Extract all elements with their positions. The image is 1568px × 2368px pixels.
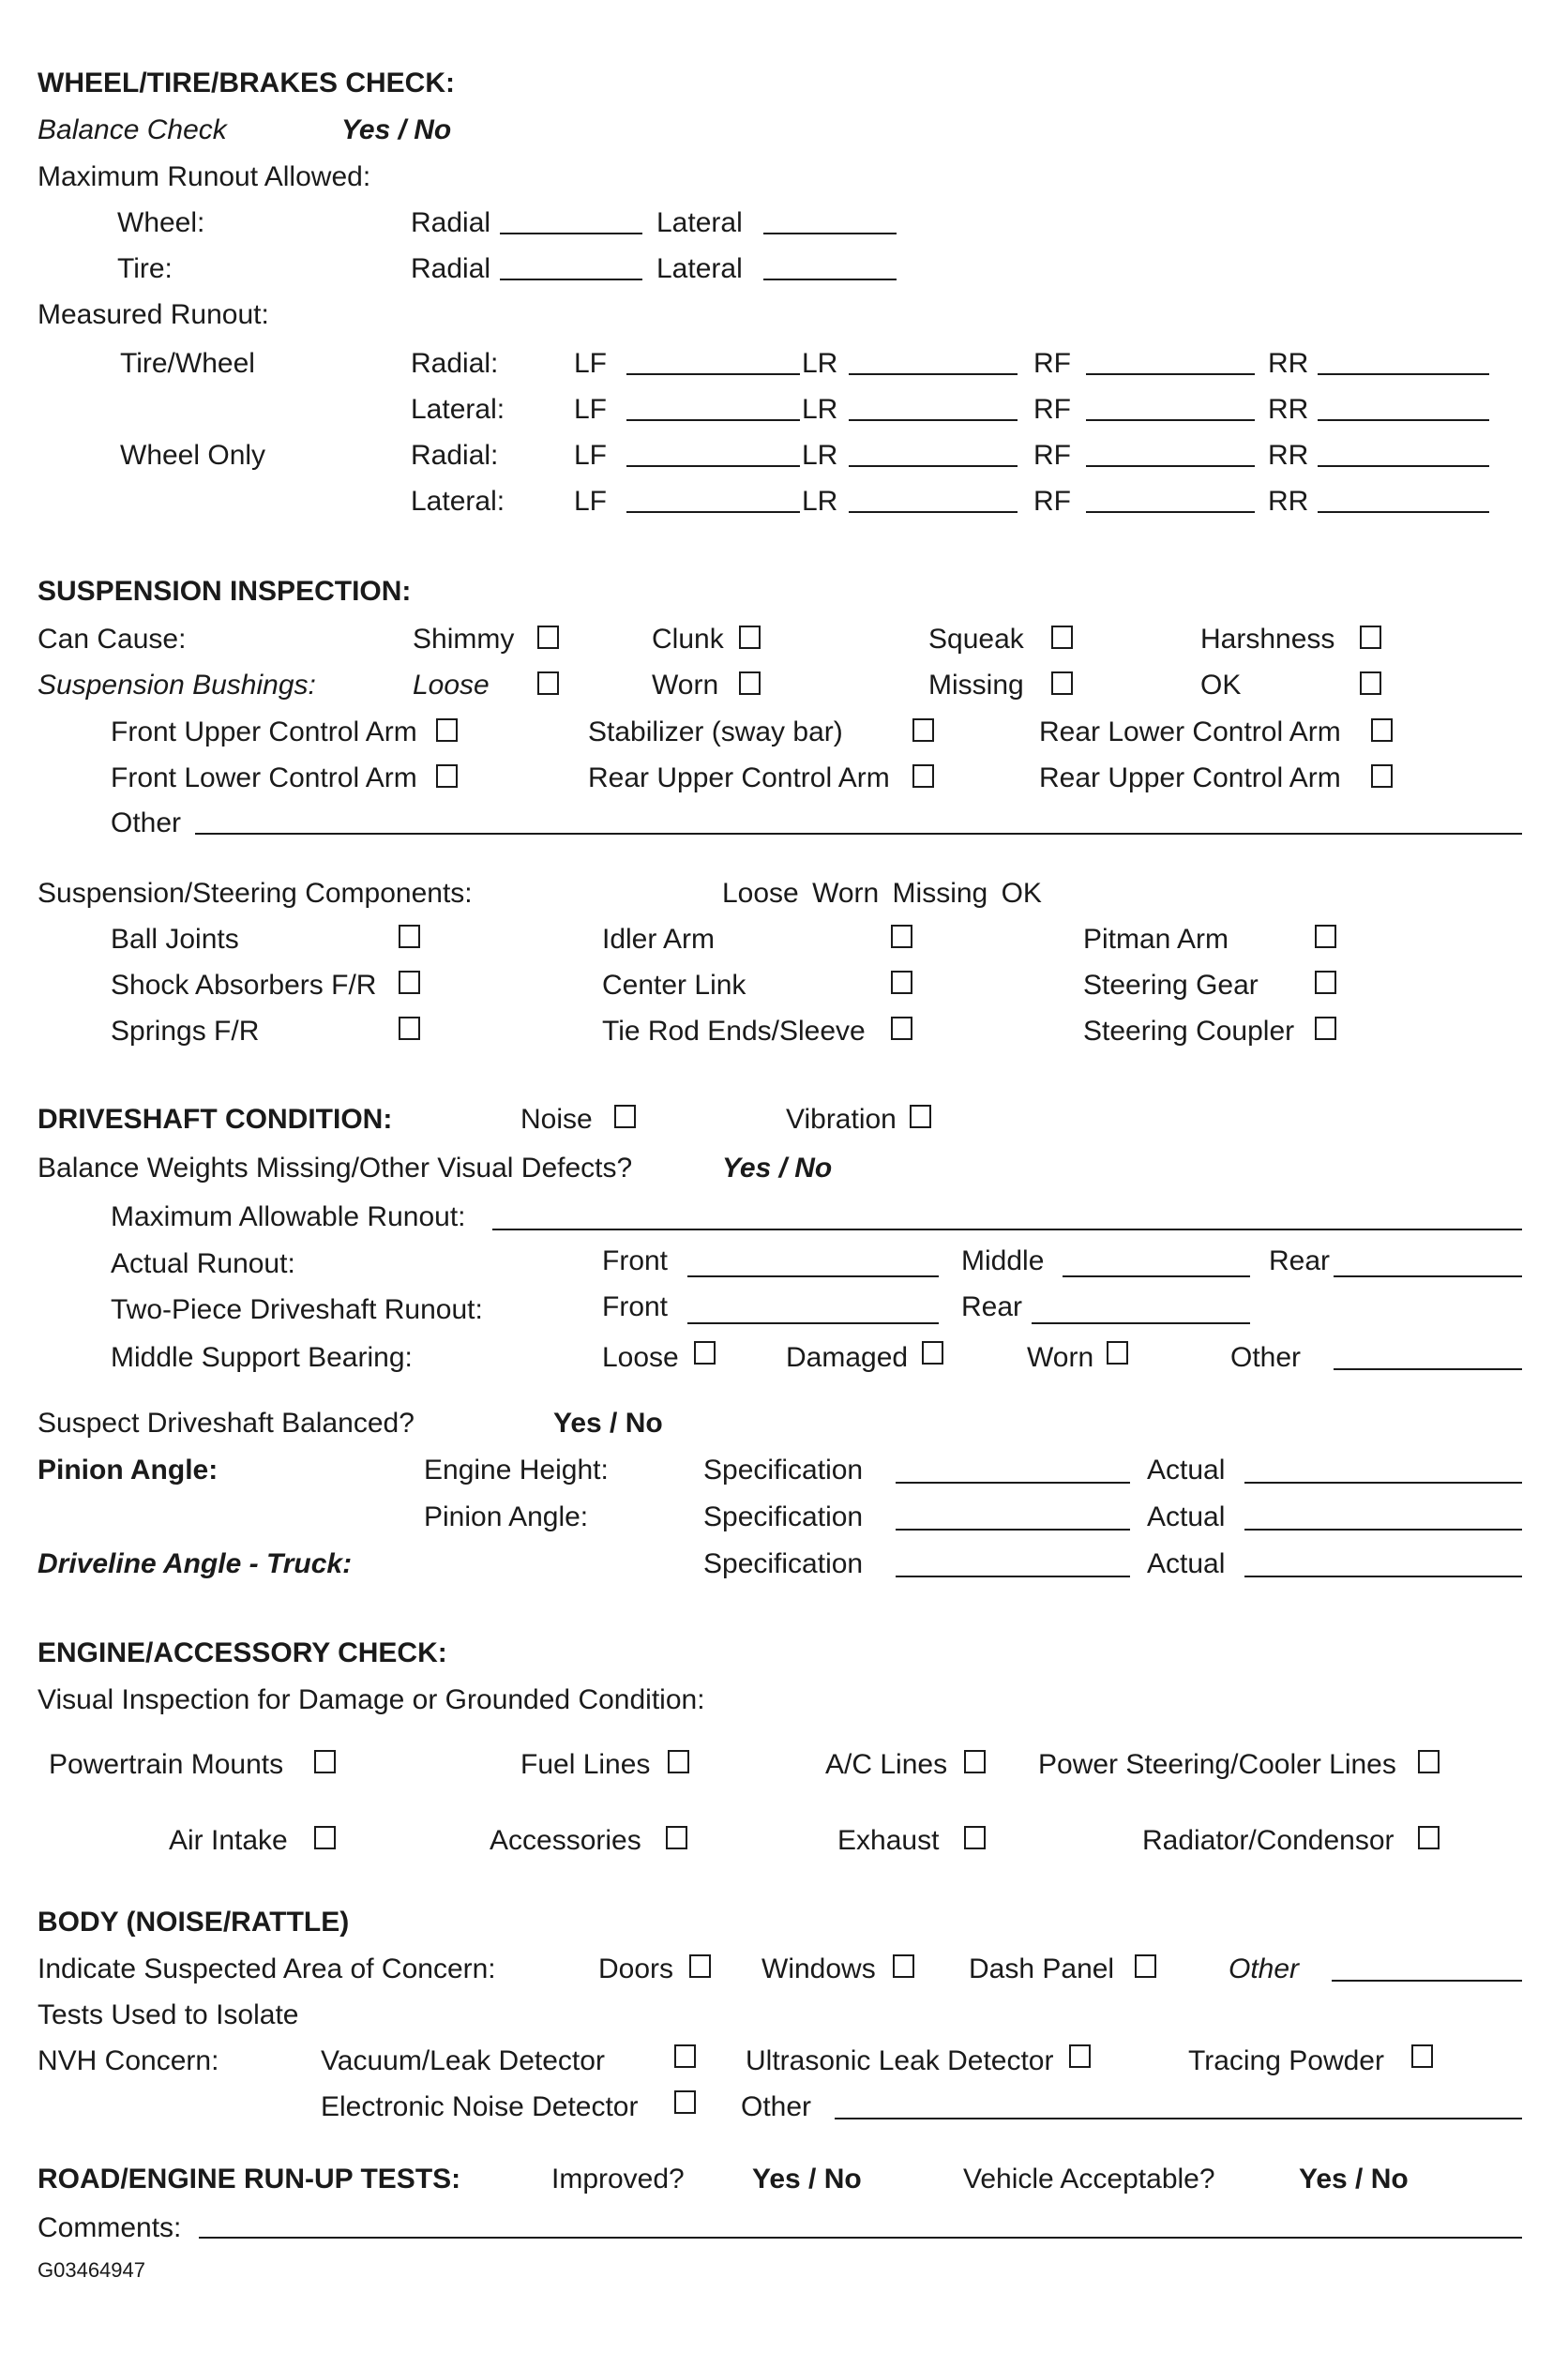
- lateral-label: Lateral: [656, 207, 743, 238]
- nvh-concern-label: NVH Concern:: [38, 2045, 219, 2076]
- rr-label: RR: [1268, 486, 1309, 517]
- rf-label: RF: [1033, 440, 1071, 471]
- rr-label: RR: [1268, 348, 1309, 379]
- lr-label: LR: [802, 440, 838, 471]
- engine-height-actual-field[interactable]: [1244, 1482, 1522, 1484]
- rf-label: RF: [1033, 348, 1071, 379]
- actual-label: Actual: [1147, 1548, 1226, 1579]
- idler-arm-checkbox[interactable]: [891, 925, 912, 948]
- radial-label: Radial:: [411, 348, 499, 379]
- wheel-radial-field[interactable]: [500, 233, 642, 234]
- nvh-other-field[interactable]: [835, 2118, 1522, 2119]
- harshness-label: Harshness: [1200, 624, 1335, 655]
- rf-field[interactable]: [1086, 511, 1255, 513]
- springs-label: Springs F/R: [111, 1016, 260, 1047]
- powertrain-mounts-label: Powertrain Mounts: [49, 1749, 284, 1780]
- measured-runout-label: Measured Runout:: [38, 299, 269, 330]
- steering-coupler-checkbox[interactable]: [1315, 1017, 1336, 1040]
- front-lower-control-arm-label: Front Lower Control Arm: [111, 762, 417, 793]
- max-allowable-runout-label: Maximum Allowable Runout:: [111, 1201, 466, 1232]
- electronic-noise-detector-label: Electronic Noise Detector: [321, 2091, 639, 2122]
- rr-field[interactable]: [1318, 373, 1489, 375]
- radial-label: Radial:: [411, 440, 499, 471]
- suspension-bushings-label: Suspension Bushings:: [38, 670, 316, 701]
- squeak-checkbox[interactable]: [1051, 626, 1073, 649]
- missing-label: Missing: [928, 670, 1024, 701]
- lateral-label: Lateral:: [411, 486, 505, 517]
- electronic-noise-detector-checkbox[interactable]: [674, 2090, 696, 2114]
- steering-gear-checkbox[interactable]: [1315, 971, 1336, 994]
- actual-runout-label: Actual Runout:: [111, 1248, 295, 1279]
- front-upper-control-arm-label: Front Upper Control Arm: [111, 716, 417, 747]
- balance-check-yes-no[interactable]: Yes / No: [341, 114, 452, 145]
- section-heading-road: ROAD/ENGINE RUN-UP TESTS:: [38, 2164, 461, 2195]
- ball-joints-label: Ball Joints: [111, 924, 239, 955]
- doors-label: Doors: [598, 1953, 674, 1984]
- damaged-label: Damaged: [786, 1342, 909, 1373]
- rear-upper-control-arm-label: Rear Upper Control Arm: [1039, 762, 1341, 793]
- lf-label: LF: [574, 394, 608, 425]
- rear-lower-control-arm-checkbox[interactable]: [1371, 718, 1393, 742]
- front-label: Front: [602, 1245, 669, 1276]
- suspension-other-field[interactable]: [195, 833, 1522, 835]
- driveline-actual-field[interactable]: [1244, 1576, 1522, 1577]
- ultrasonic-leak-detector-label: Ultrasonic Leak Detector: [746, 2045, 1054, 2076]
- section-heading-body: BODY (NOISE/RATTLE): [38, 1907, 350, 1938]
- figure-id: G03464947: [38, 2258, 145, 2282]
- ac-lines-label: A/C Lines: [825, 1749, 948, 1780]
- vehicle-acceptable-yes-no[interactable]: Yes / No: [1299, 2164, 1409, 2195]
- noise-checkbox[interactable]: [614, 1105, 636, 1128]
- middle-label: Middle: [961, 1245, 1045, 1276]
- lf-label: LF: [574, 440, 608, 471]
- other-label: Other: [111, 807, 182, 838]
- body-other-field[interactable]: [1332, 1980, 1522, 1982]
- actual-rear-field[interactable]: [1334, 1275, 1522, 1277]
- rf-label: RF: [1033, 394, 1071, 425]
- max-allowable-runout-field[interactable]: [492, 1229, 1522, 1230]
- lr-label: LR: [802, 348, 838, 379]
- squeak-label: Squeak: [928, 624, 1024, 655]
- can-cause-label: Can Cause:: [38, 624, 187, 655]
- improved-label: Improved?: [551, 2164, 685, 2195]
- ok-label: OK: [1200, 670, 1242, 701]
- vibration-checkbox[interactable]: [910, 1105, 931, 1128]
- powertrain-mounts-checkbox[interactable]: [314, 1750, 336, 1773]
- vacuum-leak-detector-checkbox[interactable]: [674, 2044, 696, 2068]
- lateral-label: Lateral: [656, 253, 743, 284]
- bearing-loose-checkbox[interactable]: [694, 1341, 716, 1365]
- engine-height-label: Engine Height:: [424, 1455, 609, 1486]
- fuel-lines-label: Fuel Lines: [520, 1749, 651, 1780]
- other-label: Other: [1229, 1953, 1300, 1984]
- rr-field[interactable]: [1318, 465, 1489, 467]
- accessories-label: Accessories: [490, 1825, 641, 1856]
- actual-middle-field[interactable]: [1063, 1275, 1250, 1277]
- actual-label: Actual: [1147, 1455, 1226, 1486]
- actual-front-field[interactable]: [687, 1275, 939, 1277]
- bushings-ok-checkbox[interactable]: [1360, 671, 1381, 695]
- front-lower-control-arm-checkbox[interactable]: [436, 764, 458, 788]
- section-heading-driveshaft: DRIVESHAFT CONDITION:: [38, 1104, 393, 1135]
- lateral-label: Lateral:: [411, 394, 505, 425]
- specification-label: Specification: [703, 1455, 864, 1486]
- lf-field[interactable]: [626, 373, 800, 375]
- bushings-loose-checkbox[interactable]: [537, 671, 559, 695]
- rr-field[interactable]: [1318, 511, 1489, 513]
- two-piece-runout-label: Two-Piece Driveshaft Runout:: [111, 1294, 483, 1325]
- clunk-label: Clunk: [652, 624, 724, 655]
- lr-field[interactable]: [849, 373, 1018, 375]
- dash-panel-label: Dash Panel: [969, 1953, 1115, 1984]
- tests-used-label: Tests Used to Isolate: [38, 1999, 299, 2030]
- rf-field[interactable]: [1086, 465, 1255, 467]
- lf-label: LF: [574, 486, 608, 517]
- pitman-arm-label: Pitman Arm: [1083, 924, 1229, 955]
- vacuum-leak-detector-label: Vacuum/Leak Detector: [321, 2045, 605, 2076]
- engine-height-spec-field[interactable]: [896, 1482, 1130, 1484]
- lr-field[interactable]: [849, 511, 1018, 513]
- shimmy-label: Shimmy: [413, 624, 515, 655]
- rear-upper-control-arm-2-checkbox[interactable]: [1371, 764, 1393, 788]
- worn-label: Worn: [652, 670, 719, 701]
- front-upper-control-arm-checkbox[interactable]: [436, 718, 458, 742]
- indicate-area-label: Indicate Suspected Area of Concern:: [38, 1953, 496, 1984]
- middle-support-bearing-label: Middle Support Bearing:: [111, 1342, 413, 1373]
- specification-label: Specification: [703, 1548, 864, 1579]
- front-label: Front: [602, 1291, 669, 1322]
- steering-columns-header: Loose Worn Missing OK: [722, 878, 1042, 909]
- wheel-lateral-field[interactable]: [763, 233, 897, 234]
- suspect-driveshaft-yes-no[interactable]: Yes / No: [553, 1408, 663, 1439]
- worn-label: Worn: [1027, 1342, 1094, 1373]
- other-label: Other: [741, 2091, 812, 2122]
- wheel-only-label: Wheel Only: [120, 440, 266, 471]
- vehicle-acceptable-label: Vehicle Acceptable?: [963, 2164, 1215, 2195]
- radiator-condensor-checkbox[interactable]: [1418, 1826, 1440, 1849]
- loose-label: Loose: [413, 670, 490, 701]
- shimmy-checkbox[interactable]: [537, 626, 559, 649]
- loose-label: Loose: [602, 1342, 679, 1373]
- windows-checkbox[interactable]: [893, 1954, 914, 1978]
- ac-lines-checkbox[interactable]: [964, 1750, 986, 1773]
- rear-upper-control-arm-label: Rear Upper Control Arm: [588, 762, 890, 793]
- tire-radial-field[interactable]: [500, 279, 642, 280]
- comments-field[interactable]: [199, 2237, 1522, 2239]
- lf-field[interactable]: [626, 511, 800, 513]
- noise-label: Noise: [520, 1104, 593, 1135]
- stabilizer-label: Stabilizer (sway bar): [588, 716, 843, 747]
- tracing-powder-label: Tracing Powder: [1188, 2045, 1384, 2076]
- accessories-checkbox[interactable]: [666, 1826, 687, 1849]
- radial-label: Radial: [411, 253, 491, 284]
- lr-field[interactable]: [849, 465, 1018, 467]
- bearing-other-field[interactable]: [1334, 1368, 1522, 1370]
- stabilizer-checkbox[interactable]: [912, 718, 934, 742]
- exhaust-label: Exhaust: [837, 1825, 940, 1856]
- pinion-angle-actual-field[interactable]: [1244, 1529, 1522, 1531]
- shock-absorbers-checkbox[interactable]: [399, 971, 420, 994]
- tire-label: Tire:: [117, 253, 173, 284]
- center-link-checkbox[interactable]: [891, 971, 912, 994]
- rr-label: RR: [1268, 394, 1309, 425]
- lf-field[interactable]: [626, 419, 800, 421]
- pinion-angle-spec-field[interactable]: [896, 1529, 1130, 1531]
- idler-arm-label: Idler Arm: [602, 924, 716, 955]
- actual-label: Actual: [1147, 1501, 1226, 1532]
- exhaust-checkbox[interactable]: [964, 1826, 986, 1849]
- air-intake-checkbox[interactable]: [314, 1826, 336, 1849]
- lf-field[interactable]: [626, 465, 800, 467]
- rr-label: RR: [1268, 440, 1309, 471]
- clunk-checkbox[interactable]: [739, 626, 761, 649]
- driveline-angle-heading: Driveline Angle - Truck:: [38, 1548, 353, 1579]
- harshness-checkbox[interactable]: [1360, 626, 1381, 649]
- max-runout-label: Maximum Runout Allowed:: [38, 161, 371, 192]
- tracing-powder-checkbox[interactable]: [1411, 2044, 1433, 2068]
- dash-panel-checkbox[interactable]: [1135, 1954, 1156, 1978]
- wheel-label: Wheel:: [117, 207, 205, 238]
- power-steering-lines-checkbox[interactable]: [1418, 1750, 1440, 1773]
- doors-checkbox[interactable]: [689, 1954, 711, 1978]
- radiator-condensor-label: Radiator/Condensor: [1142, 1825, 1395, 1856]
- rf-label: RF: [1033, 486, 1071, 517]
- radial-label: Radial: [411, 207, 491, 238]
- bushings-missing-checkbox[interactable]: [1051, 671, 1073, 695]
- tire-lateral-field[interactable]: [763, 279, 897, 280]
- pinion-angle-label: Pinion Angle:: [424, 1501, 589, 1532]
- lr-label: LR: [802, 394, 838, 425]
- pitman-arm-checkbox[interactable]: [1315, 925, 1336, 948]
- driveline-spec-field[interactable]: [896, 1576, 1130, 1577]
- specification-label: Specification: [703, 1501, 864, 1532]
- steering-gear-label: Steering Gear: [1083, 970, 1259, 1001]
- two-piece-front-field[interactable]: [687, 1322, 939, 1324]
- bushings-worn-checkbox[interactable]: [739, 671, 761, 695]
- fuel-lines-checkbox[interactable]: [668, 1750, 689, 1773]
- vibration-label: Vibration: [786, 1104, 897, 1135]
- ball-joints-checkbox[interactable]: [399, 925, 420, 948]
- tire-wheel-label: Tire/Wheel: [120, 348, 255, 379]
- suspect-driveshaft-label: Suspect Driveshaft Balanced?: [38, 1408, 415, 1439]
- rear-label: Rear: [1269, 1245, 1331, 1276]
- visual-inspection-label: Visual Inspection for Damage or Grounded Condition:: [38, 1684, 705, 1715]
- rear-upper-control-arm-checkbox[interactable]: [912, 764, 934, 788]
- balance-weights-label: Balance Weights Missing/Other Visual Defects?: [38, 1153, 633, 1184]
- other-label: Other: [1230, 1342, 1302, 1373]
- steering-coupler-label: Steering Coupler: [1083, 1016, 1295, 1047]
- rr-field[interactable]: [1318, 419, 1489, 421]
- steering-components-label: Suspension/Steering Components:: [38, 878, 473, 909]
- bearing-damaged-checkbox[interactable]: [922, 1341, 943, 1365]
- windows-label: Windows: [761, 1953, 876, 1984]
- power-steering-lines-label: Power Steering/Cooler Lines: [1038, 1749, 1396, 1780]
- lr-label: LR: [802, 486, 838, 517]
- center-link-label: Center Link: [602, 970, 746, 1001]
- comments-label: Comments:: [38, 2212, 182, 2243]
- rf-field[interactable]: [1086, 419, 1255, 421]
- two-piece-rear-field[interactable]: [1032, 1322, 1250, 1324]
- pinion-angle-heading: Pinion Angle:: [38, 1455, 219, 1486]
- lf-label: LF: [574, 348, 608, 379]
- section-heading-wheel: WHEEL/TIRE/BRAKES CHECK:: [38, 68, 456, 98]
- section-heading-suspension: SUSPENSION INSPECTION:: [38, 576, 412, 607]
- balance-check-label: Balance Check: [38, 114, 227, 145]
- rf-field[interactable]: [1086, 373, 1255, 375]
- lr-field[interactable]: [849, 419, 1018, 421]
- springs-checkbox[interactable]: [399, 1017, 420, 1040]
- tie-rod-ends-checkbox[interactable]: [891, 1017, 912, 1040]
- shock-absorbers-label: Shock Absorbers F/R: [111, 970, 377, 1001]
- rear-lower-control-arm-label: Rear Lower Control Arm: [1039, 716, 1341, 747]
- ultrasonic-leak-detector-checkbox[interactable]: [1069, 2044, 1091, 2068]
- section-heading-engine: ENGINE/ACCESSORY CHECK:: [38, 1637, 447, 1668]
- tie-rod-ends-label: Tie Rod Ends/Sleeve: [602, 1016, 866, 1047]
- improved-yes-no[interactable]: Yes / No: [752, 2164, 862, 2195]
- rear-label: Rear: [961, 1291, 1023, 1322]
- bearing-worn-checkbox[interactable]: [1107, 1341, 1128, 1365]
- balance-weights-yes-no[interactable]: Yes / No: [722, 1153, 833, 1184]
- air-intake-label: Air Intake: [169, 1825, 288, 1856]
